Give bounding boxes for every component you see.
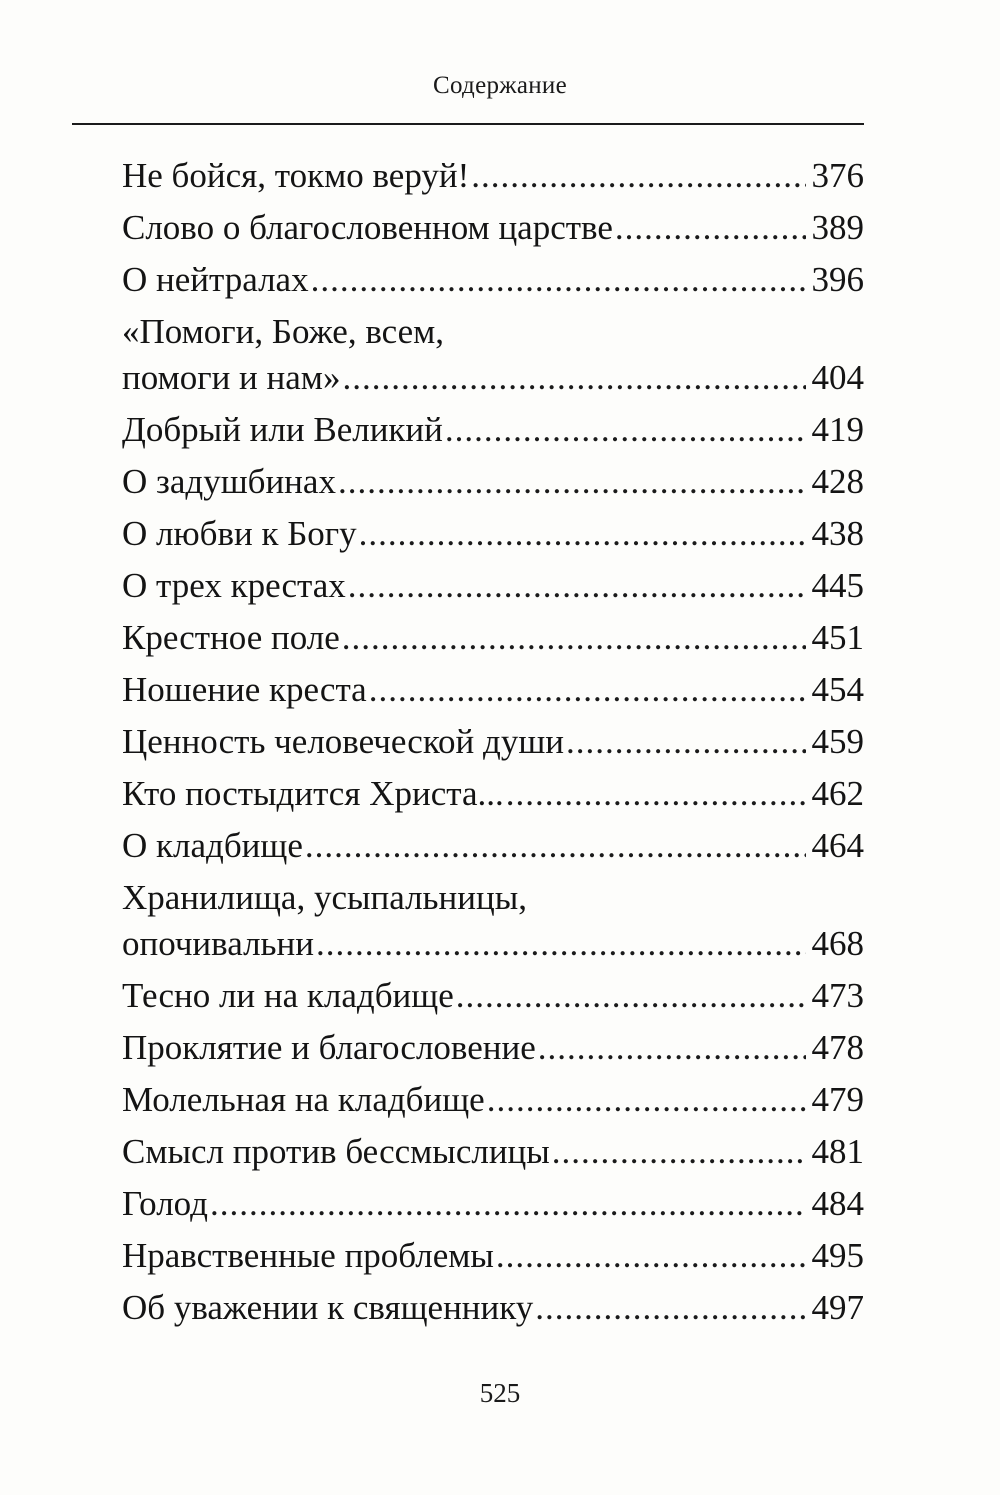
entry-title: О любви к Богу: [122, 514, 357, 553]
toc-entry: [122, 404, 864, 456]
entry-page-number: 404: [811, 358, 864, 397]
toc-entry: [122, 872, 864, 970]
dot-leader: [342, 612, 806, 664]
header-rule: [72, 123, 864, 125]
entry-page-number: 451: [811, 618, 864, 657]
entry-title: О задушбинах: [122, 462, 336, 501]
entry-page-number: 481: [811, 1132, 864, 1171]
entry-page-number: 479: [811, 1080, 864, 1119]
entry-title: помоги и нам»: [122, 358, 341, 397]
toc-entry: [122, 1282, 864, 1334]
dot-leader: [615, 202, 806, 254]
dot-leader: [305, 820, 806, 872]
entry-title-line-1: Хранилища, усыпальницы,: [122, 878, 527, 917]
entry-title: Проклятие и благословение: [122, 1028, 536, 1067]
entry-title: Тесно ли на кладбище: [122, 976, 454, 1015]
dot-leader: [487, 1074, 806, 1126]
entry-title: О трех крестах: [122, 566, 346, 605]
toc-entry: [122, 1230, 864, 1282]
entry-page-number: 473: [811, 976, 864, 1015]
entry-page-number: 454: [811, 670, 864, 709]
running-head: Содержание: [433, 72, 567, 99]
toc-entry: [122, 508, 864, 560]
toc-entry: [122, 254, 864, 306]
entry-page-number: 396: [811, 260, 864, 299]
toc-entry: [122, 1126, 864, 1178]
toc-entry: [122, 306, 864, 404]
entry-title: О нейтралах: [122, 260, 309, 299]
dot-leader: [506, 768, 806, 820]
entry-page-number: 445: [811, 566, 864, 605]
dot-leader: [369, 664, 806, 716]
toc-entry: [122, 560, 864, 612]
entry-title: Смысл против бессмыслицы: [122, 1132, 550, 1171]
entry-page-number: 468: [811, 924, 864, 963]
entry-title: О кладбище: [122, 826, 303, 865]
dot-leader: [538, 1022, 806, 1074]
dot-leader: [471, 150, 805, 202]
toc-entry: [122, 612, 864, 664]
toc-entry: [122, 456, 864, 508]
toc-entry: [122, 970, 864, 1022]
entry-page-number: 478: [811, 1028, 864, 1067]
dot-leader: [338, 456, 806, 508]
entry-title: Добрый или Великий: [122, 410, 443, 449]
dot-leader: [496, 1230, 806, 1282]
entry-title: Об уважении к священнику: [122, 1288, 534, 1327]
dot-leader: [311, 254, 806, 306]
toc-entry: [122, 664, 864, 716]
entry-title: Ценность человеческой души: [122, 722, 565, 761]
dot-leader: [566, 716, 805, 768]
dot-leader: [316, 918, 806, 970]
entry-title: Кто постыдится Христа...: [122, 774, 504, 813]
toc-entry: [122, 716, 864, 768]
entry-page-number: 419: [811, 410, 864, 449]
entry-title: Ношение креста: [122, 670, 367, 709]
entry-page-number: 438: [811, 514, 864, 553]
entry-title: Не бойся, токмо веруй!: [122, 156, 470, 195]
entry-page-number: 462: [811, 774, 864, 813]
dot-leader: [535, 1282, 805, 1334]
dot-leader: [445, 404, 806, 456]
dot-leader: [342, 352, 805, 404]
dot-leader: [210, 1178, 806, 1230]
toc-entry: [122, 150, 864, 202]
toc-entry: [122, 768, 864, 820]
dot-leader: [456, 970, 806, 1022]
page-number: 525: [479, 1378, 521, 1408]
toc-entry: [122, 1074, 864, 1126]
entry-title: Голод: [122, 1184, 208, 1223]
entry-title: Крестное поле: [122, 618, 340, 657]
entry-page-number: 495: [811, 1236, 864, 1275]
entry-page-number: 484: [811, 1184, 864, 1223]
entry-page-number: 428: [811, 462, 864, 501]
dot-leader: [359, 508, 806, 560]
entry-page-number: 497: [811, 1288, 864, 1327]
entry-title: Нравственные проблемы: [122, 1236, 494, 1275]
dot-leader: [348, 560, 806, 612]
toc-entry: [122, 820, 864, 872]
toc-entry: [122, 1178, 864, 1230]
entry-page-number: 459: [811, 722, 864, 761]
entry-title: Слово о благословенном царстве: [122, 208, 613, 247]
entry-title: Молельная на кладбище: [122, 1080, 485, 1119]
entry-page-number: 389: [811, 208, 864, 247]
entry-title-line-1: «Помоги, Боже, всем,: [122, 312, 445, 351]
table-of-contents: [122, 150, 864, 1334]
entry-page-number: 464: [811, 826, 864, 865]
entry-page-number: 376: [811, 156, 864, 195]
toc-entry: [122, 202, 864, 254]
dot-leader: [552, 1126, 806, 1178]
toc-entry: [122, 1022, 864, 1074]
entry-title: опочивальни: [122, 924, 314, 963]
